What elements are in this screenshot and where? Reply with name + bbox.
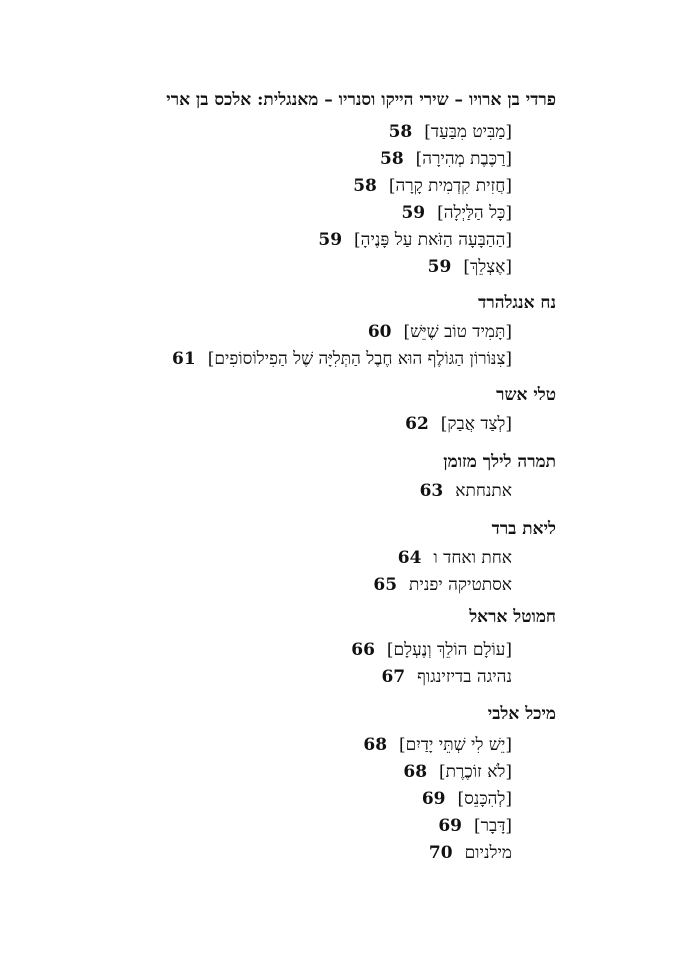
entry-title: [רַכֶּבֶת מְהִירָה] — [415, 149, 512, 169]
entry-title: [הַהַבָּעָה הַזֹּאת עַל פָּנֶיהָ] — [354, 230, 512, 250]
toc-entry — [438, 814, 512, 838]
toc-entry — [318, 228, 512, 252]
toc-entry — [389, 120, 512, 144]
entry-title: אתנחתא — [455, 481, 512, 501]
entry-title: [עוֹלָם הוֹלֵךְ וְנֶעְלָם] — [386, 640, 512, 660]
entry-page-number: 64 — [397, 548, 422, 568]
entry-title: [לֹא זוֹכֶרֶת] — [439, 762, 512, 782]
entry-page-number: 60 — [367, 322, 392, 342]
entry-title: מילניום — [464, 843, 512, 863]
entry-title: [חֲזִית קִדְמִית קָרָה] — [388, 176, 512, 196]
toc-entry — [405, 412, 512, 436]
entry-title: [כָּל הַלַּיְלָה] — [437, 203, 512, 223]
entry-title: [אֶצְלֵךְ] — [463, 257, 512, 277]
entry-title: [תָּמִיד טוֹב שֶׁיֵּשׁ] — [403, 322, 512, 342]
toc-entry — [403, 760, 512, 784]
toc-entry — [351, 638, 512, 662]
entry-page-number: 69 — [438, 816, 463, 836]
section-heading: ליאת ברד — [491, 519, 556, 539]
entry-page-number: 66 — [351, 640, 375, 660]
toc-entry — [373, 573, 512, 597]
entry-title: אחת ואחד ו — [433, 548, 512, 568]
entry-title: אסתטיקה יפנית — [409, 575, 512, 595]
entry-page-number: 67 — [381, 667, 406, 687]
entry-page-number: 59 — [401, 203, 426, 223]
entry-page-number: 69 — [421, 789, 446, 809]
entry-title: [יֵשׁ לִי שְׁתֵּי יָדַיִם] — [399, 735, 512, 755]
entry-title: [צִנּוֹרוֹן הַגּוֹלֶף הוּא חֶבֶל הַתְּלִיָּה שֶׁל הַפִילוֹסוֹפִים] — [207, 349, 512, 369]
toc-entry — [401, 201, 512, 225]
toc-entry — [429, 841, 512, 865]
toc-entry — [398, 546, 512, 570]
toc-entry — [428, 255, 512, 279]
toc-entry — [353, 174, 512, 198]
entry-title: [לְהִכָּנֵס] — [457, 789, 512, 809]
entry-page-number: 68 — [403, 762, 428, 782]
entry-title: נהיגה בדיזינגוף — [417, 667, 512, 687]
entry-page-number: 58 — [388, 122, 413, 142]
entry-page-number: 63 — [419, 481, 444, 501]
entry-page-number: 61 — [172, 349, 196, 369]
toc-entry — [368, 320, 512, 344]
toc-entry — [422, 787, 512, 811]
entry-page-number: 59 — [318, 230, 343, 250]
entry-page-number: 65 — [373, 575, 398, 595]
section-heading: טלי אשר — [496, 385, 556, 405]
section-heading: תמרה לילך מזומן — [443, 452, 556, 472]
entry-page-number: 68 — [363, 735, 388, 755]
toc-entry — [381, 665, 512, 689]
entry-page-number: 58 — [353, 176, 377, 196]
toc-entry — [172, 347, 512, 371]
section-heading: מיכל אלבי — [487, 704, 556, 724]
entry-title: [לְצַד אֲבַק] — [440, 414, 512, 434]
toc-entry — [363, 733, 512, 757]
section-heading: חמוטל אראל — [469, 607, 556, 627]
entry-title: [דָּבָר] — [474, 816, 512, 836]
toc-entry — [420, 479, 512, 503]
section-heading: פרדי בן ארויו – שירי הייקו וסנריו – מאנגלית: אלכס בן ארי — [166, 90, 556, 110]
entry-page-number: 70 — [428, 843, 453, 863]
section-heading: נח אנגלהרד — [478, 293, 556, 313]
entry-page-number: 62 — [405, 414, 429, 434]
entry-page-number: 59 — [427, 257, 452, 277]
toc-entry — [380, 147, 512, 171]
entry-page-number: 58 — [379, 149, 404, 169]
entry-title: [מַבִּיט מִבַּעַד] — [424, 122, 512, 142]
